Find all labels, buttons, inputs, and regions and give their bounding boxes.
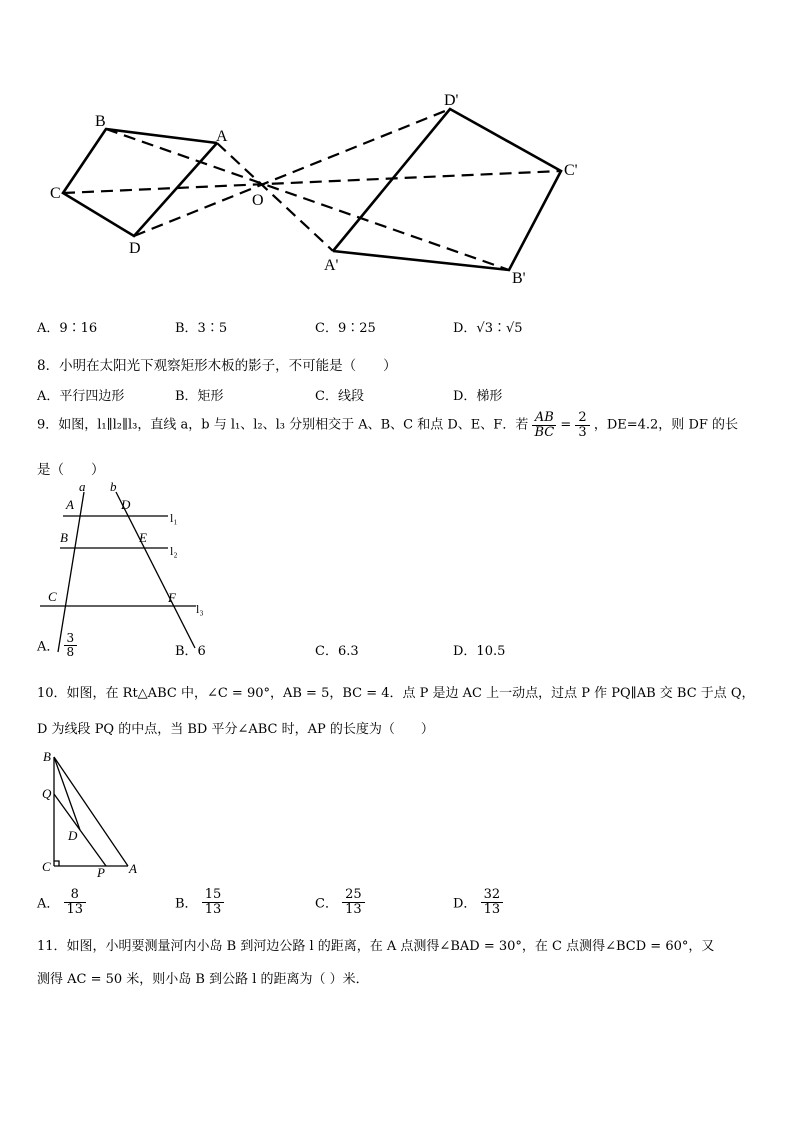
q10-option-d[interactable] [453, 888, 503, 916]
label-B: B [43, 749, 51, 764]
label-Cprime: C' [564, 162, 578, 179]
q10-stem-line1: 10．如图，在 Rt△ABC 中，∠C = 90°，AB = 5，BC = 4．点 P 是边 AC 上一动点，过点 P 作 PQ∥AB 交 BC 于点 Q， [37, 686, 755, 701]
label-A: A [66, 497, 74, 512]
label-l1: l₁ [170, 511, 178, 525]
q9-ratio-den: 3 [578, 424, 587, 440]
q9-ratio-num: 2 [575, 411, 589, 426]
q10-option-b[interactable] [175, 888, 224, 916]
q10-option-d-fraction [481, 888, 504, 916]
q8-option-b[interactable]: B．矩形 [175, 389, 224, 404]
q10-option-a-num: 8 [64, 888, 87, 903]
label-D: D [129, 240, 141, 257]
q10-option-d-prefix: D． [453, 896, 477, 912]
label-Aprime: A' [324, 257, 339, 274]
q8-option-c[interactable]: C．线段 [315, 389, 364, 404]
q7-option-c[interactable]: C．9∶25 [315, 321, 376, 336]
q10-option-b-num: 15 [202, 888, 225, 903]
q9-figure [40, 478, 210, 653]
q9-option-a[interactable] [37, 632, 77, 658]
q9-frac-num: AB [532, 411, 556, 426]
side-ab [54, 757, 128, 866]
q9-option-c[interactable]: C．6.3 [315, 644, 359, 659]
q10-option-b-den: 13 [204, 901, 222, 917]
label-D: D [68, 828, 78, 843]
q10-option-d-num: 32 [481, 888, 504, 903]
q9-option-a-fraction [64, 632, 78, 658]
q7-option-a[interactable]: A．9∶16 [37, 321, 98, 336]
q9-option-a-num: 3 [64, 632, 78, 646]
q10-stem-line2: D 为线段 PQ 的中点，当 BD 平分∠ABC 时，AP 的长度为（ ） [37, 722, 434, 737]
q10-option-c-den: 13 [345, 901, 362, 917]
label-Dprime: D' [444, 92, 459, 109]
q9-stem-part2: ，DE=4.2，则 DF 的长 [593, 417, 739, 433]
q11-stem-line2: 测得 AC = 50 米，则小岛 B 到公路 l 的距离为（ ）米． [37, 972, 369, 987]
label-D: D [121, 497, 131, 512]
q10-option-d-den: 13 [483, 901, 501, 917]
q10-option-a-prefix: A． [37, 896, 60, 912]
q8-option-a[interactable]: A．平行四边形 [37, 389, 125, 404]
q8-stem: 8．小明在太阳光下观察矩形木板的影子，不可能是（ ） [37, 358, 397, 374]
label-l3: l₃ [196, 602, 204, 616]
label-a: a [79, 479, 86, 494]
label-C: C [42, 859, 51, 874]
label-F: F [168, 590, 176, 605]
q9-fraction-ab-bc [532, 411, 556, 439]
q8-option-d[interactable]: D．梯形 [453, 389, 503, 404]
label-b: b [110, 479, 117, 494]
q7-option-b[interactable]: B．3∶5 [175, 321, 228, 336]
dash-a-aprime [217, 143, 333, 251]
right-angle-mark [54, 861, 59, 866]
q7-option-d[interactable]: D．√3∶√5 [453, 321, 523, 336]
q10-option-c-num: 25 [342, 888, 365, 903]
q10-option-b-prefix: B． [175, 896, 198, 912]
label-A: A [129, 861, 137, 876]
quad-a2b2c2d2 [333, 109, 561, 270]
q10-option-a[interactable] [37, 888, 86, 916]
dash-c-cprime [63, 171, 561, 193]
q9-stem-line1 [37, 411, 738, 439]
q10-option-b-fraction [202, 888, 225, 916]
q9-option-d[interactable]: D．10.5 [453, 644, 506, 659]
q10-option-c[interactable] [315, 888, 365, 916]
label-B: B [60, 530, 68, 545]
label-Bprime: B' [512, 270, 526, 287]
q9-frac-den: BC [534, 424, 555, 440]
q10-option-c-fraction [342, 888, 365, 916]
q9-option-b[interactable]: B．6 [175, 644, 206, 659]
q10-option-a-fraction [64, 888, 87, 916]
label-A: A [216, 128, 228, 145]
q9-option-a-den: 8 [66, 644, 75, 659]
label-O: O [252, 192, 264, 209]
q9-equals: = [560, 417, 572, 433]
label-P: P [97, 865, 105, 880]
label-C: C [50, 185, 61, 202]
q10-figure [38, 745, 148, 880]
q9-option-a-prefix: A． [37, 639, 60, 655]
label-E: E [139, 530, 147, 545]
quad-abcd [63, 129, 217, 236]
label-Q: Q [42, 786, 52, 801]
segment-bd [54, 757, 80, 830]
label-l2: l₂ [170, 544, 178, 558]
q7-figure [40, 85, 600, 295]
label-B: B [95, 113, 106, 130]
q10-option-c-prefix: C． [315, 896, 338, 912]
q11-stem-line1: 11．如图，小明要测量河内小岛 B 到河边公路 l 的距离，在 A 点测得∠BAD = 30°，在 C 点测得∠BCD = 60°，又 [37, 939, 715, 954]
q10-option-a-den: 13 [66, 901, 84, 917]
label-C: C [48, 589, 57, 604]
q9-stem-line2: 是（ ） [37, 462, 105, 478]
q9-stem-part1: 9．如图，l₁∥l₂∥l₃，直线 a，b 与 l₁、l₂、l₃ 分别相交于 A、B、C 和点 D、E、F．若 [37, 417, 529, 433]
q9-fraction-ratio [575, 411, 589, 439]
dash-d-dprime [134, 109, 450, 236]
